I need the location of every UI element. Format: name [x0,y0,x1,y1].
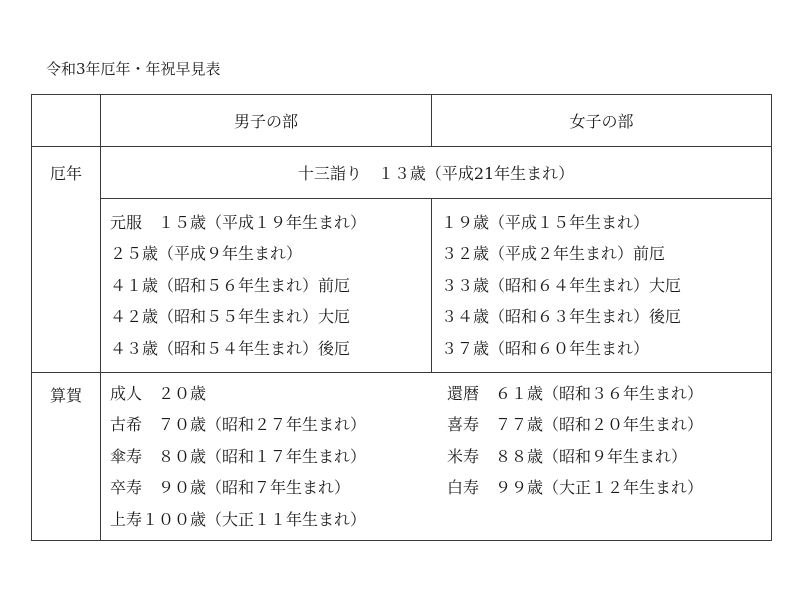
sanga-cell [101,372,772,540]
list-item: １９歳（平成１５年生まれ） [441,213,650,232]
list-item: 成人 ２０歳 [110,383,207,403]
list-item: ３４歳（昭和６３年生まれ）後厄 [441,307,682,327]
header-row [32,95,772,147]
sanga-right-list [447,378,703,504]
list-item: 古希 ７０歳（昭和２７年生まれ） [110,415,367,435]
yakudoshi-label: 厄年 [32,147,101,373]
list-item: 卒寿 ９０歳（昭和７年生まれ） [110,478,351,498]
jusan-mairi-row [32,147,772,199]
men-section-header: 男子の部 [101,95,432,147]
page-title: 令和3年厄年・年祝早見表 [46,60,221,78]
list-item: 白寿 ９９歳（大正１２年生まれ） [447,478,704,498]
sanga-row [32,372,772,540]
list-item: 元服 １５歳（平成１９年生まれ） [110,213,367,232]
yakudoshi-ages-row [32,199,772,373]
list-item: ４１歳（昭和５６年生まれ）前厄 [110,275,351,295]
age-chart-table [31,94,772,541]
list-item: 還暦 ６１歳（昭和３６年生まれ） [447,383,704,403]
women-yakudoshi-list [432,199,772,373]
list-item: 米寿 ８８歳（昭和９年生まれ） [447,446,688,466]
corner-cell [32,95,101,147]
list-item: 上寿１００歳（大正１１年生まれ） [110,509,367,529]
women-section-header: 女子の部 [432,95,772,147]
sanga-label: 算賀 [32,372,101,540]
list-item: 傘寿 ８０歳（昭和１７年生まれ） [110,446,367,466]
list-item: ４２歳（昭和５５年生まれ）大厄 [110,307,351,327]
men-yakudoshi-list [101,199,432,373]
list-item: ２５歳（平成９年生まれ） [110,244,303,264]
list-item: ３７歳（昭和６０年生まれ） [441,338,650,358]
list-item: ４３歳（昭和５４年生まれ）後厄 [110,338,351,358]
jusan-mairi: 十三詣り １３歳（平成21年生まれ） [101,147,772,199]
sanga-left-list [110,378,366,535]
list-item: ３２歳（平成２年生まれ）前厄 [441,244,666,264]
list-item: ３３歳（昭和６４年生まれ）大厄 [441,275,682,295]
list-item: 喜寿 ７７歳（昭和２０年生まれ） [447,415,704,435]
